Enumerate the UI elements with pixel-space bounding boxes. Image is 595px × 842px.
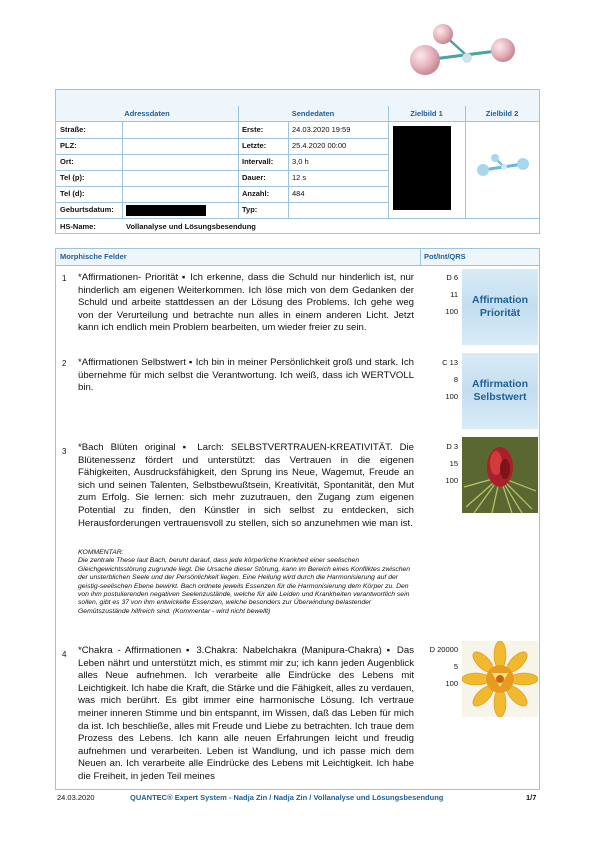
item-int-2: 8 [453, 375, 458, 384]
morphic-fields-table [55, 248, 540, 790]
item-number-4: 4 [62, 650, 67, 659]
label-anzahl: Anzahl: [242, 189, 270, 198]
item-values-2 [418, 358, 458, 409]
item-pot-1: D 6 [446, 273, 458, 282]
value-hs-name: Vollanalyse und Lösungsbesendung [126, 222, 256, 231]
label-dauer: Dauer: [242, 173, 266, 182]
morphic-fields-header [56, 249, 539, 266]
pot-int-qrs-title: Pot/Int/QRS [424, 252, 466, 261]
item-qrs-3: 100 [445, 476, 458, 485]
footer-title: QUANTEC® Expert System - Nadja Zin / Nadja Zin / Vollanalyse und Lösungsbesendung [130, 793, 444, 802]
item-values-1 [418, 273, 458, 324]
zielbild-1-image [393, 126, 451, 210]
morphic-fields-title: Morphische Felder [60, 252, 127, 261]
value-dauer: 12 s [292, 173, 307, 182]
affirmation-prioritaet-image: Affirmation Priorität [462, 269, 538, 345]
footer-page: 1/7 [526, 793, 537, 802]
value-typ [288, 202, 292, 218]
manipura-chakra-image [462, 641, 538, 717]
value-tel-d [122, 186, 126, 202]
item-text-1: *Affirmationen- Priorität ▪ Ich erkenne, dass die Schuld nur hinderlich ist, nur hinderlich am eigenen Weiterkommen. Ich löse mich von dem Gedanken der Schuld und arbeite stattdessen an der Lösung des Problems. Ich gehe weg von der Verurteilung und betrachte nun alles in einem anderen Licht. Jetzt kann ich endlich mein Problem bearbeiten, um wieder freier zu sein. [78, 272, 414, 334]
item-number-2: 2 [62, 359, 67, 368]
col-sendedaten: Sendedaten [238, 106, 388, 122]
item-int-4: 5 [453, 662, 458, 671]
value-tel-p [122, 170, 126, 186]
label-intervall: Intervall: [242, 157, 274, 166]
quantec-logo [405, 20, 525, 82]
label-hs-name: HS-Name: [60, 222, 96, 231]
label-typ: Typ: [242, 205, 258, 214]
item-values-3 [418, 442, 458, 493]
label-tel-d: Tel (d): [60, 189, 85, 198]
value-letzte: 25.4.2020 00:00 [292, 141, 347, 150]
item-text-3: *Bach Blüten original ▪ Larch: SELBSTVERTRAUEN-KREATIVITÄT. Die Blütenessenz fördert und unterstützt: das Vertrauen in die eigenen Fähigkeiten, Ausdrucksfähigkeit, den Sprung ins Neue, Wagemut, Freude an sich und seinen Talenten, Selbstbewußtsein, Kreativität, Spontanität, den Mut zum Erfolg. Sie lernen: sich mehr zuzutrauen, den Zugang zum eigenen Potential zu finden, den Künstler in sich selbst zu entdecken, sich Herausforderungen vertrauensvoll zu stellen, sich so anzunehmen wie man ist. [78, 442, 414, 529]
item-pot-2: C 13 [442, 358, 458, 367]
label-ort: Ort: [60, 157, 74, 166]
item-qrs-1: 100 [445, 307, 458, 316]
item-number-1: 1 [62, 274, 67, 283]
item-comment-3: KOMMENTAR: Die zentrale These laut Bach, beruht darauf, dass jede körperliche Krankheit einer seelischen Gleichgewichtsstörung zugrunde liegt. Die Ursache dieser Störung, kann im Bereich eines Konfliktes zwischen der unsterblichen Seele und der Persönlichkeit liegen. Eine Heilung wird durch die Harmonisierung auf der geistig-seelischen Ebene bewirkt. Bach ordnete jeweils Essenzen für die Harmonisierung dem Körper zu. Den von ihm postulierenden negativen Seelenzustände, welche für alle Leiden und Krankheiten verantwortlich sein sollen, gibt es 37 von ihm entwickelte Essenzen, welche besonders zur Überwindung belastender Gemütszustände hilfreich sind. (Kommentar - wird nicht bewellt) [78, 549, 411, 615]
zielbild-2-molecule-image [473, 150, 533, 180]
item-pot-3: D 3 [446, 442, 458, 451]
redacted-birthdate [126, 205, 206, 216]
item-qrs-4: 100 [445, 679, 458, 688]
item-number-3: 3 [62, 447, 67, 456]
value-plz [122, 138, 126, 154]
item-values-4 [418, 645, 458, 696]
label-letzte: Letzte: [242, 141, 267, 150]
label-plz: PLZ: [60, 141, 77, 150]
col-adressdaten: Adressdaten [56, 106, 238, 122]
value-erste: 24.03.2020 19:59 [292, 125, 351, 134]
table-top-bar [56, 90, 539, 107]
affirmation-selbstwert-image: Affirmation Selbstwert [462, 353, 538, 429]
item-pot-4: D 20000 [429, 645, 458, 654]
col-zielbild-2: Zielbild 2 [465, 106, 539, 122]
value-ort [122, 154, 126, 170]
label-geburtsdatum: Geburtsdatum: [60, 205, 114, 214]
col-zielbild-1: Zielbild 1 [388, 106, 465, 122]
footer-date: 24.03.2020 [57, 793, 95, 802]
address-send-table [55, 89, 540, 234]
item-text-2: *Affirmationen Selbstwert ▪ Ich bin in meiner Persönlichkeit groß und stark. Ich übernehme für mich selbst die Verantwortung. Ich weiß, dass ich WERTVOLL bin. [78, 357, 414, 394]
item-qrs-2: 100 [445, 392, 458, 401]
item-int-3: 15 [449, 459, 458, 468]
item-int-1: 11 [450, 290, 458, 299]
value-anzahl: 484 [292, 189, 305, 198]
larch-flower-image [462, 437, 538, 513]
value-strasse [122, 122, 126, 138]
label-erste: Erste: [242, 125, 264, 134]
value-intervall: 3,0 h [292, 157, 309, 166]
label-tel-p: Tel (p): [60, 173, 85, 182]
item-text-4: *Chakra - Affirmationen ▪ 3.Chakra: Nabelchakra (Manipura-Chakra) ▪ Das Leben nährt und unterstützt mich, es stimmt mir zu; ich kann jeden Augenblick alles Neue aufnehmen. Ich verarbeite alle Eindrücke des Lebens mit Leichtigkeit. Ich habe die Kraft, die Stärke und die Fähigkeit, alles zu verdauen, was mich berührt. Es gibt immer eine harmonische Lösung. Ich vertraue meiner inneren Stimme und bin entspannt, im Wissen, daß das Leben für mich da ist. Ich beschließe, alles mit Freude und Liebe zu betrachten. Ich traue dem Prozess des Lebens. Ich kann alle neuen Erfahrungen leicht und freudig aufnehmen und verarbeiten. Leben ist Wandlung, und ich passe mich dem Neuen an. Ich verarbeite alle Eindrücke des Lebens mit Leichtigkeit. Ich habe die Freiheit, in jeden Teil meines [78, 645, 414, 782]
label-strasse: Straße: [60, 125, 86, 134]
